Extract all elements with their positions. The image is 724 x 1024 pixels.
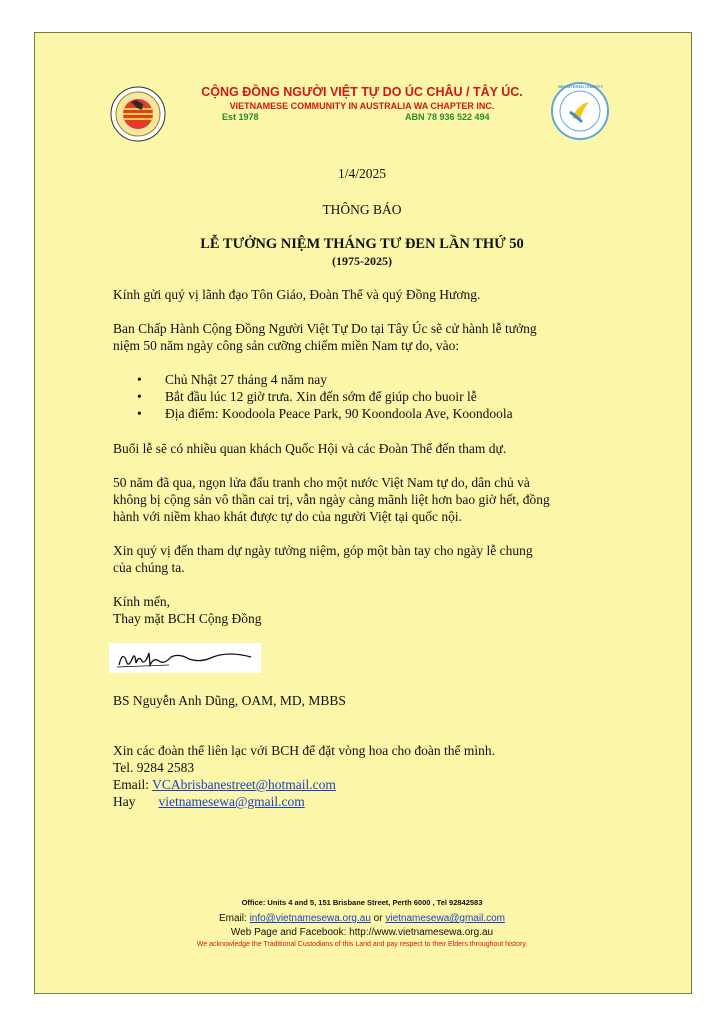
registered-charity-logo-text: REGISTERED CHARITY — [558, 84, 603, 89]
registered-charity-logo — [551, 82, 609, 140]
event-date: Chủ Nhật 27 tháng 4 năm nay — [165, 372, 327, 387]
event-location: Địa điểm: Koodoola Peace Park, 90 Koondoola Ave, Koondoola — [165, 406, 513, 421]
footer-email-line — [0, 913, 724, 924]
signer-name: BS Nguyễn Anh Dũng, OAM, MD, MBBS — [113, 693, 346, 708]
guests-note: Buổi lễ sẽ có nhiều quan khách Quốc Hội và các Đoàn Thể đến tham dự. — [113, 441, 507, 456]
email-link-primary[interactable]: VCAbrisbanestreet@hotmail.com — [152, 777, 336, 792]
contact-alt-email-line — [113, 793, 305, 810]
letter-heading: THÔNG BÁO — [322, 202, 402, 217]
contact-note: Xin các đoàn thể liên lạc với BCH để đặt vòng hoa cho đoàn thể mình. — [113, 743, 496, 758]
on-behalf: Thay mặt BCH Cộng Đồng — [113, 611, 262, 626]
closing: Kính mến, — [113, 594, 170, 609]
letter-date: 1/4/2025 — [337, 166, 386, 181]
email-label: Email: — [113, 777, 153, 792]
footer-email-label: Email: — [219, 913, 250, 924]
org-established: Est 1978 — [222, 112, 259, 122]
contact-tel: Tel. 9284 2583 — [113, 760, 195, 775]
paragraph-2-line-1: 50 năm đã qua, ngọn lửa đấu tranh cho một nước Việt Nam tự do, dân chủ và — [113, 475, 530, 490]
paragraph-3-line-1: Xin quý vị đến tham dự ngày tưởng niệm, góp một bàn tay cho ngày lễ chung — [113, 543, 533, 558]
footer-web: Web Page and Facebook: http://www.vietnamesewa.org.au — [230, 927, 494, 938]
paragraph-2-line-3: hành với niềm khao khát được tự do của người Việt tại quốc nội. — [113, 509, 462, 524]
footer-email-link-gmail[interactable]: vietnamesewa@gmail.com — [385, 913, 505, 924]
signature — [109, 643, 261, 673]
paragraph-2-line-2: không bị cộng sản vô thần cai trị, vẫn ngày càng mãnh liệt hơn bao giờ hết, đồng — [113, 492, 550, 507]
footer-or: or — [370, 913, 386, 924]
intro-line-2: niệm 50 năm ngày công sản cưỡng chiếm miền Nam tự do, vào: — [113, 338, 460, 353]
email-link-secondary[interactable]: vietnamesewa@gmail.com — [158, 794, 305, 809]
event-details-list — [113, 371, 513, 422]
hay-label: Hay — [113, 794, 136, 809]
footer-email-link-info[interactable]: info@vietnamesewa.org.au — [249, 913, 371, 924]
event-time: Bắt đầu lúc 12 giờ trưa. Xin đến sớm để giúp cho buoir lễ — [165, 389, 477, 404]
intro-line-1: Ban Chấp Hành Cộng Đồng Người Việt Tự Do tại Tây Úc sẽ cử hành lễ tưởng — [113, 321, 537, 336]
letter-years: (1975-2025) — [332, 254, 392, 268]
list-item — [113, 371, 513, 388]
greeting: Kính gửi quý vị lãnh đạo Tôn Giáo, Đoàn Thể và quý Đồng Hương. — [113, 287, 481, 302]
list-item — [113, 388, 513, 405]
letter-title: LỄ TƯỞNG NIỆM THÁNG TƯ ĐEN LẦN THỨ 50 — [200, 236, 524, 252]
footer-acknowledgement: We acknowledge the Traditional Custodians of this Land and pay respect to their Elders throughout history. — [196, 941, 528, 948]
org-subtitle: VIETNAMESE COMMUNITY IN AUSTRALIA WA CHAPTER INC. — [229, 101, 495, 111]
footer-office: Office: Units 4 and 5, 151 Brisbane Street, Perth 6000 , Tel 92842583 — [241, 898, 483, 907]
paragraph-3-line-2: của chúng ta. — [113, 560, 185, 575]
list-item — [113, 405, 513, 422]
org-title: CỘNG ĐỒNG NGƯỜI VIỆT TỰ DO ÚC CHÂU / TÂY ÚC. — [201, 85, 523, 99]
org-abn: ABN 78 936 522 494 — [405, 112, 490, 122]
contact-email-line — [113, 776, 336, 793]
